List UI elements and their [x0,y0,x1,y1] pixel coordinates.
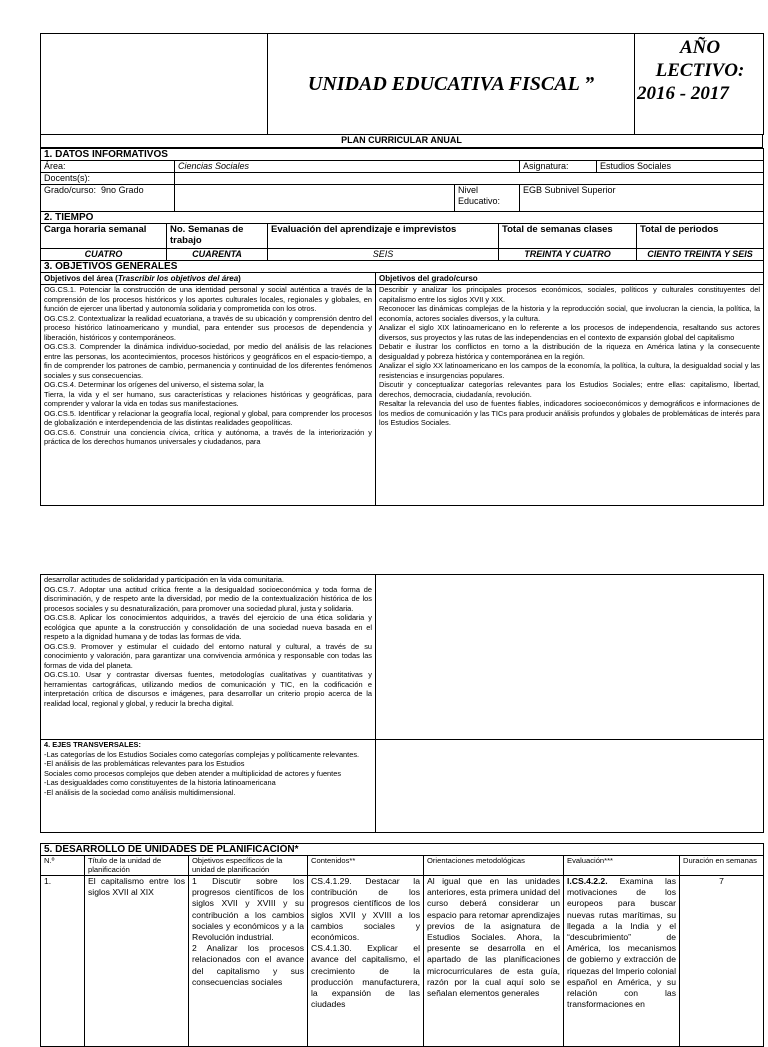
col-header-evaluacion: Evaluación*** [564,856,680,876]
grado-label: Grado/curso: [44,185,97,195]
objetivo-area-item: OG.CS.5. Identificar y relacionar la geografía local, regional y global, para comprender los procesos de globalización e interdependencia de las distintas realidades geopolíticas. [44,408,372,427]
objetivo-area-item: OG.CS.4. Determinar los orígenes del universo, el sistema solar, la [44,380,264,389]
row-num: 1. [41,876,85,1047]
objetivo-grado-item: Analizar el siglo XX latinoamericano en los campos de la economía, la política, la cultura, la desigualdad social y las resistencias e insurgencias populares. [379,361,760,380]
tiempo-table [40,212,764,261]
col-header-num: N.º [41,856,85,876]
area-label: Área: [41,161,175,173]
col-header-titulo: Título de la unidad de planificación [85,856,189,876]
grado-value: 9no Grado [101,185,144,195]
objetivos-grado-continued [376,575,764,740]
objetivo-area-item: OG.CS.10. Usar y contrastar diversas fuentes, metodologías cualitativas y cuantitativas y herramientas cartográficas, utilizando medios de comunicación y TIC, en la codificación e interpretación crítica de discursos e imágenes, para desarrollar un criterio propio acerca de la realidad local, regional y global, y reducir la brecha digital. [44,670,372,708]
objetivo-area-item: OG.CS.9. Promover y estimular el cuidado del entorno natural y cultural, a través de su conocimiento y valoración, para garantizar una convivencia armónica y responsable con todas las formas de vida del planeta. [44,641,372,670]
row-contenido-item: CS.4.1.30. Explicar el avance del capitalismo, el crecimiento de la producción manufacturera, la expansión de las ciudades [311,943,420,1010]
objetivos-grado-header: Objetivos del grado/curso [376,273,764,285]
objetivos-grado-list [376,285,764,506]
objetivo-area-item: OG.CS.3. Comprender la dinámica individuo-sociedad, por medio del análisis de las relaciones entre las personas, los acontecimientos, procesos históricos y geográficos en el espacio-tiempo, a fin de comprender los patrones de cambio, permanencia y continuidad de los diferentes fenómenos sociales y sus consecuencias. [44,342,372,380]
objetivo-area-item: OG.CS.8. Aplicar los conocimientos adquiridos, a través del ejercicio de una ética solidaria y ecológica que apunte a la construcción y consolidación de una sociedad nueva basada en el respeto a la dignidad humana y de todas las formas de vida. [44,613,372,641]
objetivo-area-item: Tierra, la vida y el ser humano, sus características y relaciones históricas y geográficas, para comprender y valorar la vida en todas sus manifestaciones. [44,389,372,408]
objetivos-area-list [41,285,376,506]
grado-blank [175,185,455,212]
plan-title: PLAN CURRICULAR ANUAL [41,135,763,148]
row-objetivo-item: 2 Analizar los procesos relacionados con el avance del capitalismo y sus consecuencias sociales [192,943,304,987]
eje-item: -Las desigualdades como constituyentes de la historia latinoamericana [44,778,276,787]
objetivo-grado-item: Debatir e ilustrar los conflictos en torno a la distribución de la riqueza en América latina y la consecuente desigualdad y pobreza histórica y contemporánea en la región. [379,342,760,361]
desarrollo-title: 5. DESARROLLO DE UNIDADES DE PLANIFICACIÓN* [41,844,764,856]
objetivos-area-header: Objetivos del área (Trascribir los objetivos del área) [41,273,376,285]
tiempo-header-carga: Carga horaria semanal [41,224,167,249]
tiempo-header-total-semanas: Total de semanas clases [499,224,637,249]
objetivos-continued-table [40,574,764,833]
row-objetivo-item: 1 Discutir sobre los progresos científicos de los siglos XVII y XVIII y su contribución a los cambios sociales y económicos y a la Revolución industrial. [192,876,304,943]
objetivo-grado-item: Analizar el siglo XIX latinoamericano en lo referente a los procesos de independencia, resaltando sus actores diversos, sus proyectos y las rutas de las independencias en el contexto de expansión global del capitalismo [379,323,760,342]
row-orientaciones: Al igual que en las unidades anteriores, esta primera unidad del curso deberá considerar un espacio para retomar aprendizajes previos de la asignatura de Estudios Sociales. Ahora, la presente se desarrolla en el apartado de las planificaciones microcurriculares de esta guía, razón por la cual aquí solo se señalan elementos generales [424,876,564,1047]
ejes-blank [376,740,764,833]
year-value: 2016 - 2017 [637,83,729,104]
objetivos-area-list-continued [41,575,376,740]
tiempo-value-semanas: CUARENTA [167,249,268,261]
eje-item: -El análisis de la sociedad como análisis multidimensional. [44,787,236,797]
datos-title: 1. DATOS INFORMATIVOS [41,149,764,161]
datos-table [40,148,764,212]
nivel-value: EGB Subnivel Superior [520,185,764,212]
tiempo-value-total-semanas: TREINTA Y CUATRO [499,249,637,261]
tiempo-value-evaluacion: SEIS [268,249,499,261]
desarrollo-table [40,843,764,1047]
header-table [40,33,764,135]
grado-cell [41,185,175,212]
row-contenidos [308,876,424,1047]
docentes-value [175,173,764,185]
objetivo-area-item: OG.CS.6. Construir una conciencia cívica, crítica y autónoma, a través de la interiorización y práctica de los derechos humanos universales y ciudadanos, para [44,427,372,446]
objetivo-grado-item: Discutir y conceptualizar categorías relevantes para los Estudios Sociales; entre ellas: capitalismo, libertad, derechos, democracia, ciudadanía, revolución. [379,380,760,399]
year-label: AÑO LECTIVO: [655,37,745,81]
ejes-cell [41,740,376,833]
row-objetivos [189,876,308,1047]
objetivos-table [40,261,764,506]
row-evaluacion [564,876,680,1047]
eje-item: -El análisis de las problemáticas relevantes para los Estudios [44,759,245,768]
col-header-objetivos: Objetivos específicos de la unidad de planificación [189,856,308,876]
row-evaluacion-code: I.CS.4.2.2. [567,876,608,886]
school-year [635,34,764,135]
col-header-duracion: Duración en semanas [680,856,764,876]
objetivo-grado-item: Reconocer las dinámicas complejas de la historia y la reproducción social, que involucran la ciencia, la política, la economía, actores sociales diversos, y la cultura. [379,304,760,323]
col-header-orientaciones: Orientaciones metodológicas [424,856,564,876]
col-header-contenidos: Contenidos** [308,856,424,876]
logo-cell [41,34,268,135]
page-1 [40,33,763,506]
docentes-label: Docents(s): [41,173,175,185]
objetivo-area-item: OG.CS.1. Potenciar la construcción de una identidad personal y social auténtica a través de la comprensión de los procesos históricos y los aportes culturales locales, regionales y globales, en función de ejercer una libertad y autonomía solidaria y comprometida con los otros. [44,285,372,313]
row-duracion: 7 [680,876,764,1047]
tiempo-header-semanas: No. Semanas de trabajo [167,224,268,249]
table-row [41,876,764,1047]
objetivo-grado-item: Resaltar la relevancia del uso de fuentes fiables, indicadores socioeconómicos y demográficos e informaciones de los medios de comunicación y las TICs para producir análisis profundos y globales de problemáticas de interés para los Estudios Sociales. [379,399,760,427]
institution-name: UNIDAD EDUCATIVA FISCAL ” [268,34,635,135]
objetivo-area-item: desarrollar actitudes de solidaridad y participación en la vida comunitaria. [44,575,284,584]
plan-title-table [40,135,763,148]
row-contenido-item: CS.4.1.29. Destacar la contribución de los progresos científicos de los siglos XVII y XVIII a los cambios sociales y económicos. [311,876,420,943]
asignatura-value: Estudios Sociales [597,161,764,173]
tiempo-value-carga: CUATRO [41,249,167,261]
tiempo-header-total-periodos: Total de periodos [637,224,764,249]
page-2 [40,574,763,1047]
tiempo-title: 2. TIEMPO [41,212,764,224]
ejes-title: 4. EJES TRANSVERSALES: [44,740,141,749]
eje-item: Sociales como procesos complejos que deben atender a multiplicidad de actores y fuentes [44,768,342,778]
nivel-label: Nivel Educativo: [455,185,520,212]
eje-item: -Las categorías de los Estudios Sociales como categorías complejas y políticamente relevantes. [44,749,360,759]
area-value: Ciencias Sociales [175,161,520,173]
row-evaluacion-text: Examina las motivaciones de los europeos para buscar nuevas rutas marítimas, su llegada a la India y el “descubrimiento” de América, los mecanismos de gobierno y extracción de riquezas del Imperio colonial español en América, y su relación con las transformaciones en [567,876,676,1010]
objetivo-grado-item: Describir y analizar los principales procesos económicos, sociales, políticos y culturales constituyentes del capitalismo entre los siglos XVII y XIX. [379,285,760,304]
asignatura-label: Asignatura: [520,161,597,173]
objetivo-area-item: OG.CS.2. Contextualizar la realidad ecuatoriana, a través de su ubicación y comprensión dentro del proceso histórico latinoamericano y mundial, para entender sus procesos de dependencia y liberación, históricos y contemporáneos. [44,313,372,342]
objetivo-area-item: OG.CS.7. Adoptar una actitud crítica frente a la desigualdad socioeconómica y toda forma de discriminación, y de respeto ante la diversidad, por medio de la contextualización histórica de los procesos sociales y su desnaturalización, para promover una sociedad plural, justa y solidaria. [44,584,372,613]
tiempo-header-evaluacion: Evaluación del aprendizaje e imprevistos [268,224,499,249]
tiempo-value-total-periodos: CIENTO TREINTA Y SEIS [637,249,764,261]
row-titulo: El capitalismo entre los siglos XVII al XIX [85,876,189,1047]
objetivos-title: 3. OBJETIVOS GENERALES [41,261,764,273]
